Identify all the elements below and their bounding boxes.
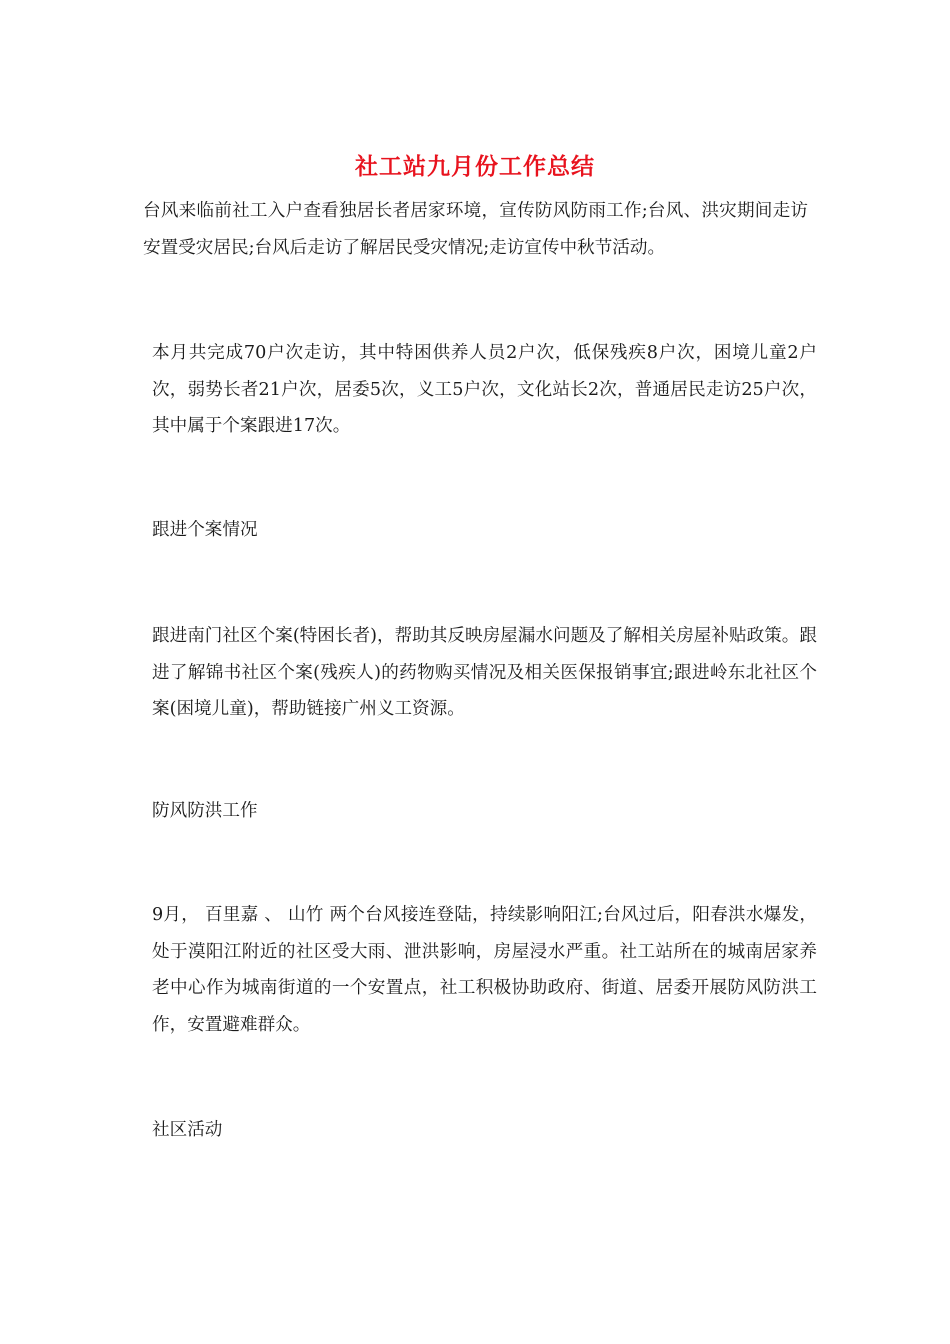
heading-cases: 跟进个案情况 [152,520,258,540]
heading-flood: 防风防洪工作 [152,801,258,821]
document-title: 社工站九月份工作总结 [355,154,595,180]
cases-paragraph: 跟进南门社区个案(特困长者)，帮助其反映房屋漏水问题及了解相关房屋补贴政策。跟进了解锦书社区个案(残疾人)的药物购买情况及相关医保报销事宜;跟进岭东北社区个案(困境儿童)，帮助链接广州义工资源。 [152,626,817,719]
flood-paragraph: 9月， 百里嘉 、 山竹 两个台风接连登陆，持续影响阳江;台风过后，阳春洪水爆发，处于漠阳江附近的社区受大雨、泄洪影响，房屋浸水严重。社工站所在的城南居家养老中心作为城南街道的一个安置点，社工积极协助政府、街道、居委开展防风防洪工作，安置避难群众。 [152,905,817,1035]
intro-paragraph: 台风来临前社工入户查看独居长者居家环境，宣传防风防雨工作;台风、洪灾期间走访安置受灾居民;台风后走访了解居民受灾情况;走访宣传中秋节活动。 [143,201,808,258]
visits-paragraph: 本月共完成70户次走访，其中特困供养人员2户次，低保残疾8户次，困境儿童2户次，弱势长者21户次，居委5次，义工5户次，文化站长2次，普通居民走访25户次，其中属于个案跟进17次。 [152,343,817,436]
heading-community: 社区活动 [152,1120,223,1140]
